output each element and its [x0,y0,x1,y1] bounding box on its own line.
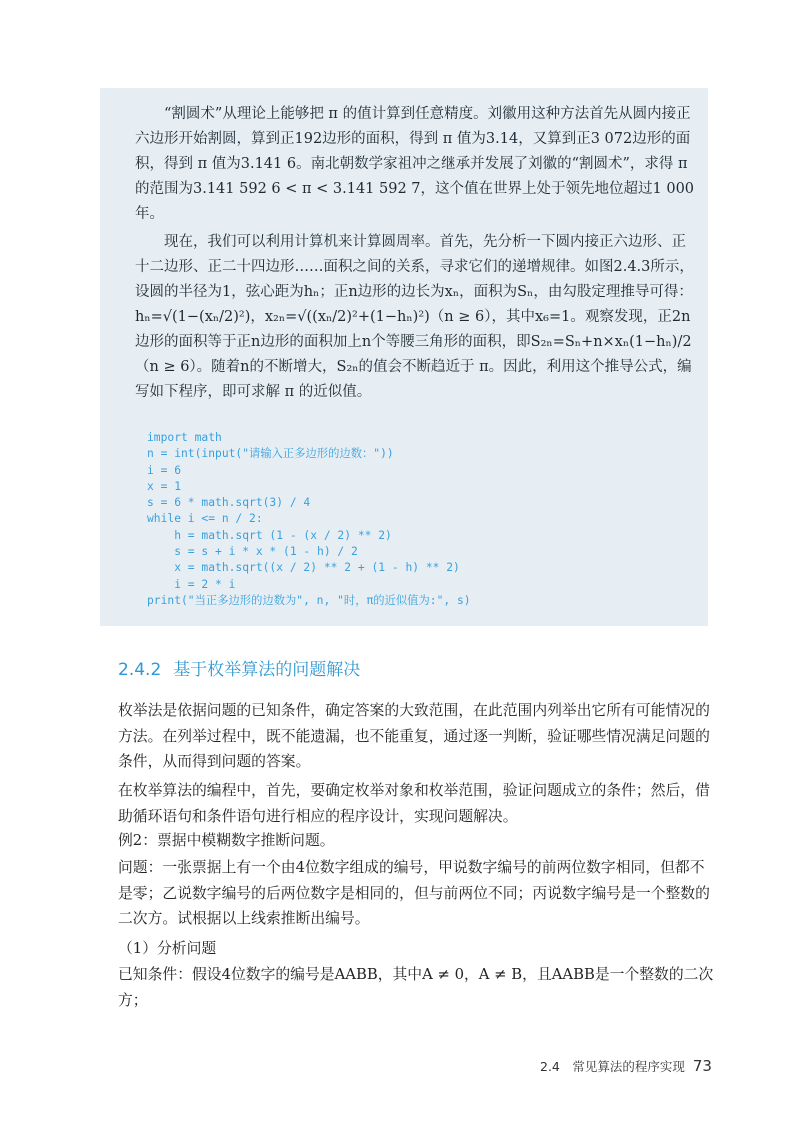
box-paragraph-method: 现在，我们可以利用计算机来计算圆周率。首先，先分析一下圆内接正六边形、正十二边形、正二十四边形……面积之间的关系，寻求它们的递增规律。如图2.4.3所示，设圆的半径为1，弦心距为hₙ；正n边形的边长为xₙ，面积为Sₙ，由勾股定理推导可得：hₙ=√(1−(xₙ/2)²)，x₂ₙ=√((xₙ/2)²+(1−hₙ)²)（n ≥ 6），其中x₆=1。观察发现，正2n边形的面积等于正n边形的面积加上n个等腰三角形的面积，即S₂ₙ=Sₙ+n×xₙ(1−hₙ)/2（n ≥ 6）。随着n的不断增大，S₂ₙ的值会不断趋近于 π。因此，利用这个推导公式，编写如下程序，即可求解 π 的近似值。 [135,234,694,400]
footer-chapter: 2.4 常见算法的程序实现 [540,1059,685,1074]
page-footer [540,1057,712,1075]
paragraph-known-conditions: 已知条件：假设4位数字的编号是AABB，其中A ≠ 0，A ≠ B，且AABB是一个整数的二次方； [118,966,714,1009]
page-number: 73 [692,1057,712,1075]
paragraph-enumeration-steps: 在枚举算法的编程中，首先，要确定枚举对象和枚举范围，验证问题成立的条件；然后，借助循环语句和条件语句进行相应的程序设计，实现问题解决。 [118,782,710,825]
section-heading [118,655,360,680]
paragraph-example-title: 例2：票据中模糊数字推断问题。 [118,832,335,849]
box-paragraph-history: “割圆术”从理论上能够把 π 的值计算到任意精度。刘徽用这种方法首先从圆内接正六边形开始割圆，算到正192边形的面积，得到 π 值为3.14，又算到正3 072边形的面积，得到 π 值为3.141 6。南北朝数学家祖冲之继承并发展了刘徽的“割圆术”，求得 π 的范围为3.141 592 6 < π < 3.141 592 7，这个值在世界上处于领先地位超过1 000年。 [135,106,695,222]
paragraph-analysis-heading: （1）分析问题 [118,940,217,957]
python-code-block: import math n = int(input("请输入正多边形的边数：")) i = 6 x = 1 s = 6 * math.sqrt(3) / 4 while i <= n / 2: h = math.sqrt (1 - (x / 2) ** 2) s = s + i * x * (1 - h) / 2 x = math.sqrt((x / 2) ** 2 + (1 - h) ** 2) i = 2 * i print("当正多边形的边数为", n, "时，π的近似值为:", s) [147,431,471,607]
section-number: 2.4.2 [118,660,162,680]
paragraph-problem: 问题：一张票据上有一个由4位数字组成的编号，甲说数字编号的前两位数字相同，但都不是零；乙说数字编号的后两位数字是相同的，但与前两位不同；丙说数字编号是一个整数的二次方。试根据以上线索推断出编号。 [118,859,710,928]
section-title: 基于枚举算法的问题解决 [173,660,361,680]
paragraph-enumeration-definition: 枚举法是依据问题的已知条件，确定答案的大致范围，在此范围内列举出它所有可能情况的方法。在列举过程中，既不能遗漏，也不能重复，通过逐一判断，验证哪些情况满足问题的条件，从而得到问题的答案。 [118,702,710,771]
